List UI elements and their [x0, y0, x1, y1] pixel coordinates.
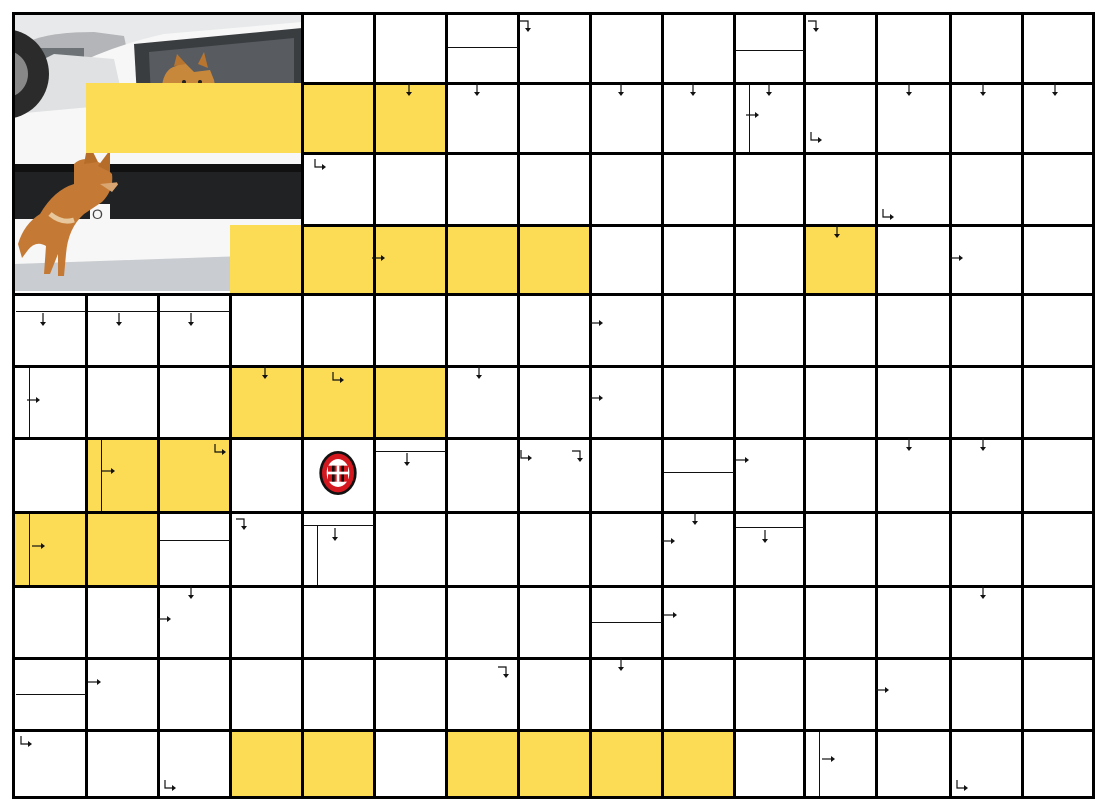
clue-arrow-icon	[1046, 81, 1064, 99]
answer-cell[interactable]	[876, 586, 950, 658]
answer-cell[interactable]	[14, 586, 86, 658]
clue-arrow-icon	[18, 734, 36, 752]
answer-cell[interactable]	[1022, 225, 1093, 294]
clue-arrow-icon	[974, 436, 992, 454]
answer-cell[interactable]	[446, 153, 518, 225]
answer-cell[interactable]	[662, 225, 734, 294]
clue-arrow-icon	[808, 130, 826, 148]
clue-forut-sett	[952, 16, 1022, 83]
answer-cell[interactable]	[734, 658, 804, 730]
answer-cell[interactable]	[446, 586, 518, 658]
club-logo-icon	[318, 444, 358, 502]
grid-line	[445, 13, 448, 798]
clue-arrow-icon	[686, 510, 704, 528]
clue-mjarde	[878, 16, 950, 83]
clue-sno	[16, 514, 30, 585]
answer-cell[interactable]	[1022, 153, 1093, 225]
highlight-cell[interactable]	[230, 225, 302, 294]
car-badge: O	[92, 206, 103, 222]
clue-arrow-icon	[110, 311, 128, 329]
clue-arrow-icon	[256, 364, 274, 382]
clue-pussen	[16, 696, 86, 730]
clue-fri-bytare	[16, 660, 86, 693]
answer-cell[interactable]	[662, 658, 734, 730]
answer-cell[interactable]	[734, 366, 804, 438]
clue-arrow-icon	[518, 448, 536, 466]
clue-arrow-icon	[612, 81, 630, 99]
clue-offra	[16, 296, 86, 310]
answer-cell[interactable]	[1022, 294, 1093, 366]
clue-arrow-icon	[470, 364, 488, 382]
answer-cell[interactable]	[734, 153, 804, 225]
clue-grytet	[304, 514, 374, 525]
clue-ratt	[448, 16, 518, 47]
answer-cell[interactable]	[1022, 366, 1093, 438]
clue-arrow-icon	[370, 249, 388, 267]
answer-cell[interactable]	[158, 658, 230, 730]
answer-cell[interactable]	[446, 438, 518, 512]
clue-arrow-icon	[234, 516, 252, 534]
clue-arrow-icon	[398, 451, 416, 469]
answer-cell[interactable]	[230, 438, 302, 512]
clue-bla-ogda	[592, 16, 662, 83]
answer-cell[interactable]	[804, 366, 876, 438]
clue-rov	[304, 296, 374, 366]
answer-cell[interactable]	[518, 153, 590, 225]
answer-cell[interactable]	[804, 512, 876, 586]
clue-arrow-icon	[588, 389, 606, 407]
clue-kort-manad	[448, 51, 518, 84]
answer-cell[interactable]	[804, 438, 876, 512]
answer-cell[interactable]	[734, 586, 804, 658]
highlight-cell[interactable]	[86, 83, 158, 153]
clue-arrow-icon	[326, 526, 344, 544]
clue-arrow-icon	[612, 656, 630, 674]
clue-matratt	[736, 52, 804, 83]
answer-cell[interactable]	[230, 586, 302, 658]
clue-har-lucia-en	[376, 16, 446, 83]
answer-cell[interactable]	[1022, 512, 1093, 586]
clue-allas-var-moder	[664, 474, 734, 512]
clue-divider	[664, 472, 734, 473]
answer-cell[interactable]	[590, 153, 662, 225]
clue-arrow-icon	[30, 537, 48, 555]
answer-cell[interactable]	[1022, 438, 1093, 512]
clue-hygge	[592, 514, 662, 586]
clue-arrow-icon	[760, 81, 778, 99]
clue-arrow-icon	[570, 448, 588, 466]
answer-cell[interactable]	[86, 730, 158, 797]
answer-cell[interactable]	[518, 83, 590, 153]
clue-arrow-icon	[820, 750, 838, 768]
answer-cell[interactable]	[876, 294, 950, 366]
answer-cell[interactable]	[374, 153, 446, 225]
clue-arrow-icon	[744, 106, 762, 124]
clue-halloj	[304, 16, 374, 83]
clue-snabela	[878, 227, 950, 294]
answer-cell[interactable]	[950, 294, 1022, 366]
clue-albansk-valuta	[520, 660, 590, 730]
clue-dra-ur	[304, 526, 318, 585]
answer-cell[interactable]	[662, 294, 734, 366]
clue-arrow-icon	[212, 442, 230, 460]
answer-cell[interactable]	[1022, 586, 1093, 658]
answer-cell[interactable]	[950, 153, 1022, 225]
clue-ge-namn	[952, 514, 1022, 586]
clue-arrow-icon	[880, 207, 898, 225]
clue-auktoritet	[376, 440, 446, 451]
answer-cell[interactable]	[14, 438, 86, 512]
clue-divider	[16, 694, 86, 695]
answer-cell[interactable]	[662, 730, 734, 797]
grid-line	[301, 224, 1094, 227]
clue-divider	[160, 540, 230, 541]
clue-trojor	[448, 296, 518, 366]
answer-cell[interactable]	[734, 730, 804, 797]
clue-arrow-icon	[588, 314, 606, 332]
answer-cell[interactable]	[374, 366, 446, 438]
answer-cell[interactable]	[302, 586, 374, 658]
answer-cell[interactable]	[374, 512, 446, 586]
clue-tranat	[376, 732, 446, 797]
answer-cell[interactable]	[158, 366, 230, 438]
clue-magplaga	[160, 296, 230, 310]
clue-arrow-icon	[162, 778, 180, 796]
clue-stad-fasta	[1024, 16, 1093, 83]
clue-slohet	[664, 440, 734, 471]
clue-arrow-icon	[828, 223, 846, 241]
clue-arrow-icon	[806, 18, 824, 36]
clue-bola	[806, 732, 820, 796]
clue-platt-trad	[592, 440, 662, 512]
answer-cell[interactable]	[590, 730, 662, 797]
clue-ar-langsmal	[88, 588, 158, 658]
answer-cell[interactable]	[518, 586, 590, 658]
clue-arrow-icon	[756, 528, 774, 546]
answer-cell[interactable]	[446, 730, 518, 797]
answer-cell[interactable]	[518, 225, 590, 294]
clue-arrow-icon	[86, 673, 104, 691]
clue-arrow-icon	[948, 249, 966, 267]
answer-cell[interactable]	[804, 586, 876, 658]
clue-arrow-icon	[182, 311, 200, 329]
clue-arrow-icon	[518, 18, 536, 36]
highlight-cell[interactable]	[230, 83, 302, 153]
clue-stor-platta	[592, 624, 662, 658]
answer-cell[interactable]	[374, 586, 446, 658]
clue-arrow-icon	[312, 157, 330, 175]
answer-cell[interactable]	[804, 294, 876, 366]
clue-arrow-icon	[662, 606, 680, 624]
clue-arrow-icon	[100, 462, 118, 480]
clue-arrow-icon	[330, 370, 348, 388]
clue-arrow-icon	[496, 664, 514, 682]
answer-cell[interactable]	[518, 730, 590, 797]
clue-slag	[160, 514, 230, 540]
answer-cell[interactable]	[374, 658, 446, 730]
clue-arrow-icon	[734, 451, 752, 469]
clue-arrow-icon	[974, 584, 992, 602]
clue-arrow-icon	[684, 81, 702, 99]
clue-pelar-gang	[664, 16, 734, 83]
clue-arrow-icon	[182, 584, 200, 602]
answer-cell[interactable]	[734, 294, 804, 366]
answer-cell[interactable]	[950, 658, 1022, 730]
clue-arrow-icon	[660, 532, 678, 550]
answer-cell[interactable]	[446, 512, 518, 586]
clue-kor-faltet	[160, 542, 230, 586]
answer-cell[interactable]	[86, 658, 158, 730]
answer-cell[interactable]	[230, 658, 302, 730]
grid-line	[661, 13, 664, 798]
clue-lurade-till	[592, 588, 662, 622]
clue-arrow-icon	[400, 81, 418, 99]
clue-arrow-icon	[25, 391, 43, 409]
answer-cell[interactable]	[446, 225, 518, 294]
clue-tyngd	[736, 514, 804, 525]
answer-cell[interactable]	[1022, 658, 1093, 730]
clue-upp-hoja	[520, 368, 590, 438]
answer-cell[interactable]	[230, 730, 302, 797]
answer-cell[interactable]	[302, 730, 374, 797]
clue-fore-tidiga	[304, 227, 374, 294]
clue-frukta	[88, 296, 158, 310]
answer-cell[interactable]	[662, 366, 734, 438]
answer-cell[interactable]	[734, 438, 804, 512]
answer-cell[interactable]	[86, 366, 158, 438]
clue-divider	[592, 622, 662, 623]
clue-den-tjugonde	[952, 368, 1022, 438]
clue-hastsko	[304, 85, 374, 153]
answer-cell[interactable]	[590, 225, 662, 294]
answer-cell[interactable]	[662, 153, 734, 225]
clue-arrow-icon	[156, 610, 174, 628]
answer-cell[interactable]	[734, 225, 804, 294]
highlight-cell[interactable]	[158, 83, 230, 153]
clue-arrow-icon	[874, 681, 892, 699]
answer-cell[interactable]	[374, 294, 446, 366]
answer-cell[interactable]	[86, 512, 158, 586]
clue-arrow-icon	[900, 81, 918, 99]
answer-cell[interactable]	[518, 512, 590, 586]
clue-stad-nara-vesuvius	[806, 155, 876, 225]
clue-arrow-icon	[468, 81, 486, 99]
clue-racering	[878, 368, 950, 438]
clue-arrow-icon	[34, 311, 52, 329]
answer-cell[interactable]	[302, 658, 374, 730]
clue-sanger	[736, 16, 804, 49]
clue-spak	[806, 660, 876, 730]
answer-cell[interactable]	[876, 512, 950, 586]
clue-divider	[736, 50, 804, 51]
clue-arrow-icon	[974, 81, 992, 99]
clue-divider	[448, 47, 518, 48]
grid-line	[301, 152, 1094, 155]
answer-cell[interactable]	[876, 730, 950, 797]
clue-gor-skraddar	[520, 296, 590, 366]
clue-arrow-icon	[900, 436, 918, 454]
clue-arrow-icon	[954, 778, 972, 796]
clue-morot	[232, 296, 302, 366]
logo-text	[318, 505, 358, 506]
answer-cell[interactable]	[1022, 730, 1093, 797]
